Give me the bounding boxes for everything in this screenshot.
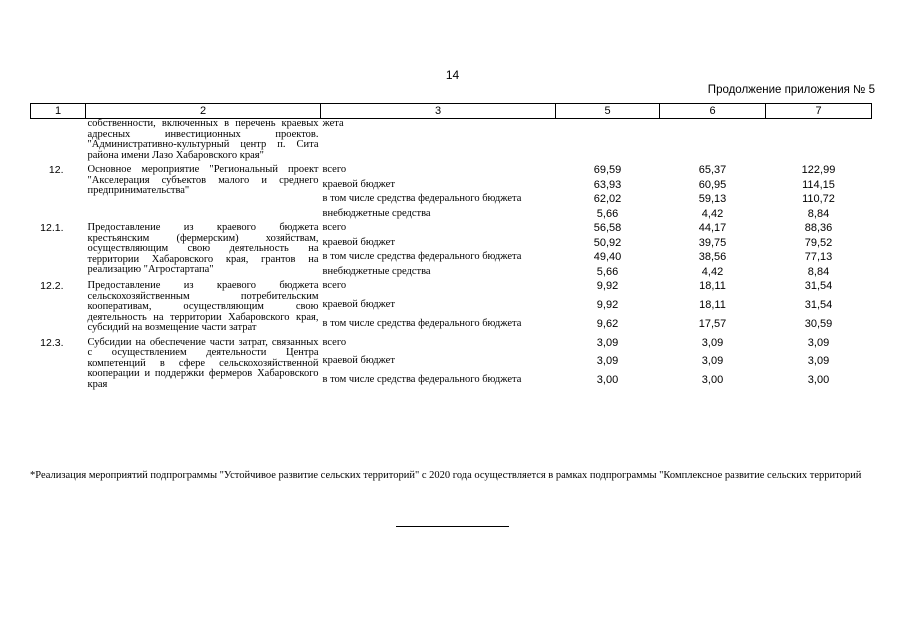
value-col-6-cell: 39,75 (698, 236, 727, 249)
value-col-7-cell (766, 119, 872, 166)
value-col-7-cell: 3,09 (807, 336, 830, 349)
value-col-5-cell: 9,92 (596, 280, 619, 292)
value-col-6-cell: 65,37 (698, 164, 727, 176)
funding-source-cell: в том числе средства федерального бюджета (322, 374, 522, 386)
value-col-7-cell: 77,13 (804, 251, 833, 263)
header-col-6: 6 (660, 104, 766, 119)
value-col-5-cell: 5,66 (596, 207, 619, 220)
measure-name-cell: собственности, включенных в перечень краевых адресных инвестиционных проектов. "Административно-культурный центр п. Сита района имени Лазо Хабаровского края" (87, 118, 319, 161)
value-col-5-cell: 3,00 (596, 374, 619, 387)
funding-source-cell: в том числе средства федерального бюджета (322, 317, 522, 329)
value-col-5-cell: 3,09 (596, 355, 619, 368)
row-number-cell (31, 119, 86, 166)
value-col-7-cell: 88,36 (804, 222, 833, 234)
value-col-5-cell (556, 119, 660, 166)
value-col-6-cell: 17,57 (698, 317, 727, 330)
row-number-cell: 12. (48, 164, 64, 176)
separator-line (396, 526, 509, 527)
value-col-7-cell: 110,72 (802, 193, 835, 205)
measure-name-cell: Основное мероприятие "Региональный проект "Акселерация субъектов малого и среднего предпринимательства" (87, 164, 319, 196)
header-col-3: 3 (321, 104, 556, 119)
table-row (31, 223, 872, 238)
row-number-cell: 12.2. (40, 280, 64, 292)
value-col-5-cell: 50,92 (593, 236, 622, 249)
value-col-6-cell: 3,09 (701, 336, 724, 349)
value-col-6-cell: 38,56 (698, 251, 727, 263)
measure-name-cell: Предоставление из краевого бюджета сельскохозяйственным потребительским кооперативам, осуществляющим свою деятельность на территории Хабаровского края, субсидий на возмещение части затрат (87, 280, 319, 333)
header-col-5: 5 (556, 104, 660, 119)
page-number: 14 (445, 68, 460, 82)
value-col-6-cell: 18,11 (699, 280, 726, 292)
measure-name-cell: Субсидии на обеспечение части затрат, связанных с осуществлением деятельности Центра компетенций в сфере сельскохозяйственной кооперации и поддержки фермеров Хабаровского края (87, 336, 319, 390)
funding-source-cell: жета (322, 118, 344, 129)
value-col-6-cell: 18,11 (699, 298, 726, 311)
funding-source-cell: всего (322, 164, 347, 175)
value-col-7-cell: 122,99 (801, 164, 836, 176)
value-col-6-cell: 4,42 (701, 265, 724, 278)
value-col-7-cell: 31,54 (804, 280, 833, 292)
value-col-5-cell: 9,92 (596, 298, 619, 311)
value-col-5-cell: 49,40 (593, 251, 622, 263)
header-col-1: 1 (31, 104, 86, 119)
funding-source-cell: внебюджетные средства (322, 265, 431, 277)
value-col-7-cell: 79,52 (804, 236, 833, 249)
funding-source-cell: всего (322, 280, 347, 291)
funding-source-cell: в том числе средства федерального бюджета (322, 251, 522, 262)
header-col-2: 2 (86, 104, 321, 119)
value-col-7-cell: 114,15 (802, 178, 835, 191)
table-row (31, 119, 872, 166)
value-col-6-cell: 59,13 (698, 193, 727, 205)
funding-source-cell: в том числе средства федерального бюджета (322, 193, 522, 204)
table-row (31, 165, 872, 180)
value-col-7-cell: 31,54 (804, 298, 833, 311)
row-number-cell: 12.1. (40, 222, 64, 234)
funding-source-cell: краевой бюджет (322, 178, 395, 190)
funding-source-cell: внебюджетные средства (322, 207, 431, 219)
value-col-5-cell: 69,59 (593, 164, 622, 176)
row-number-cell: 12.3. (40, 336, 64, 349)
measure-name-cell: Предоставление из краевого бюджета крестьянским (фермерским) хозяйствам, осуществляющим свою деятельность на территории Хабаровского края, грантов на реализацию "Агростартапа" (87, 222, 319, 275)
table-header-row (31, 104, 872, 119)
value-col-6-cell: 4,42 (701, 207, 724, 220)
value-col-5-cell: 3,09 (596, 336, 619, 349)
funding-source-cell: краевой бюджет (322, 236, 395, 248)
table-row (31, 281, 872, 300)
value-col-6-cell: 3,00 (701, 374, 724, 387)
value-col-5-cell: 62,02 (593, 193, 622, 205)
value-col-5-cell: 9,62 (596, 317, 619, 330)
value-col-7-cell: 3,09 (807, 355, 830, 368)
value-col-5-cell: 56,58 (593, 222, 622, 234)
funding-source-cell: всего (322, 336, 347, 348)
value-col-6-cell: 60,95 (698, 178, 727, 191)
value-col-5-cell: 5,66 (596, 265, 619, 278)
funding-source-cell: краевой бюджет (322, 355, 395, 367)
budget-table (30, 103, 872, 394)
value-col-5-cell: 63,93 (593, 178, 622, 191)
value-col-7-cell: 30,59 (804, 317, 833, 330)
funding-source-cell: всего (322, 222, 347, 233)
header-col-7: 7 (766, 104, 872, 119)
value-col-7-cell: 8,84 (807, 265, 830, 278)
value-col-7-cell: 3,00 (807, 374, 830, 387)
continuation-label: Продолжение приложения № 5 (707, 84, 875, 96)
value-col-7-cell: 8,84 (807, 207, 830, 220)
value-col-6-cell: 3,09 (701, 355, 724, 368)
value-col-6-cell (660, 119, 766, 166)
funding-source-cell: краевой бюджет (322, 298, 395, 310)
table-row (31, 338, 872, 357)
footnote: *Реализация мероприятий подпрограммы "Устойчивое развитие сельских территорий" с 2020 года осуществляется в рамках подпрограммы "Комплексное развитие сельских территорий (30, 470, 862, 481)
value-col-6-cell: 44,17 (698, 222, 727, 234)
